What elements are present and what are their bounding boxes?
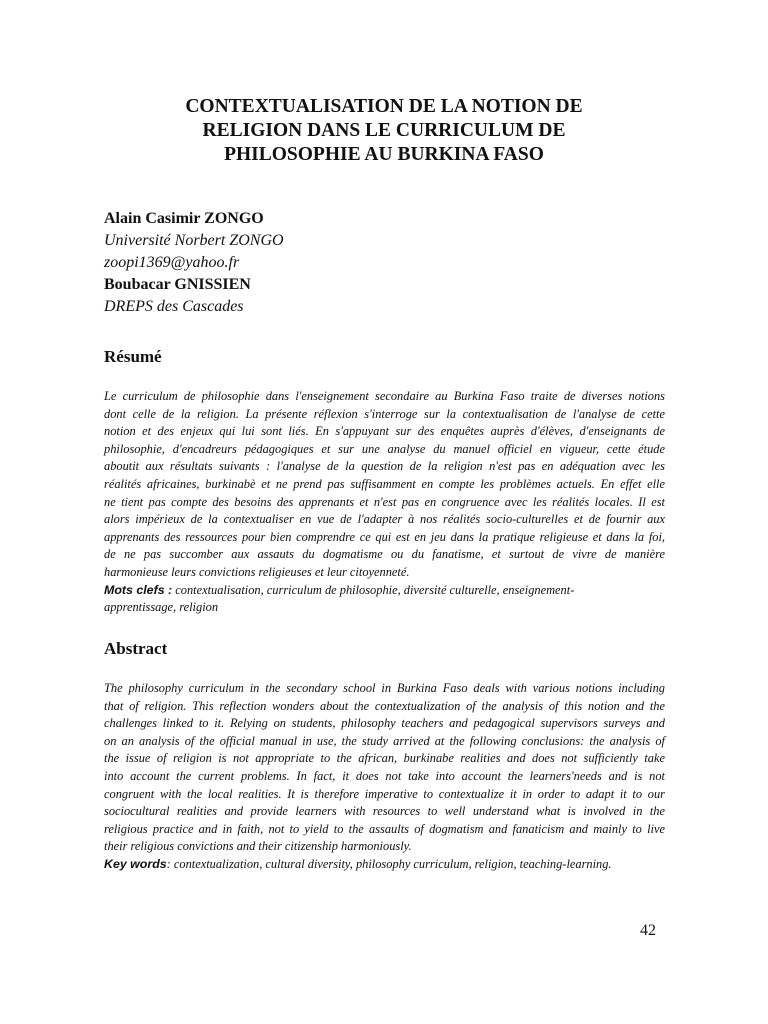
title-line: CONTEXTUALISATION DE LA NOTION DE — [185, 96, 583, 117]
abstract-line: their religious convictions and their citizenship harmoniously. — [104, 839, 412, 854]
resume-keywords-continued: apprentissage, religion — [104, 600, 219, 615]
abstract-keywords — [104, 856, 665, 874]
abstract-line: on an analysis of the official manual in use, the study arrived at the following conclusions: the analysis of — [104, 733, 665, 748]
abstract-line: The philosophy curriculum in the secondary school in Burkina Faso deals with various notions including — [104, 681, 665, 695]
abstract-paragraph — [104, 680, 665, 874]
abstract-keywords-text: : contextualization, cultural diversity, philosophy curriculum, religion, teaching-learning. — [166, 856, 612, 871]
resume-paragraph — [104, 388, 665, 617]
resume-line: Le curriculum de philosophie dans l'enseignement secondaire au Burkina Faso traite de diverses notions — [104, 389, 665, 403]
resume-keywords — [104, 582, 665, 600]
resume-heading: Résumé — [104, 347, 162, 366]
author-name: Alain Casimir ZONGO — [104, 210, 264, 227]
resume-line: aboutit aux résultats suivants : l'analyse de la question de la religion n'est pas en adéquation avec les — [104, 459, 665, 474]
page-number: 42 — [640, 922, 656, 939]
resume-line: de ne pas succomber aux assauts du dogmatisme ou du fanatisme, et surtout de vivre de manière — [104, 547, 665, 562]
abstract-line: religious practice and in faith, not to yield to the assaults of dogmatism and fanaticism and mainly to live — [104, 821, 665, 836]
resume-line: ne tient pas compte des besoins des apprenants et n'est pas en congruence avec les réalités locales. Il est — [104, 494, 665, 509]
abstract-keywords-label: Key words — [104, 856, 167, 871]
resume-line: dont celle de la religion. La présente réflexion s'interroge sur la contextualisation de l'analyse de cette — [104, 406, 665, 421]
authors-block — [104, 208, 284, 318]
resume-line: harmonieuse leurs convictions religieuses et leur citoyenneté. — [104, 564, 410, 579]
author-affiliation: DREPS des Cascades — [104, 298, 244, 315]
resume-line: alors impérieux de la contextualiser en vue de l'adapter à nos réalités socio-culturelles et de fournir aux — [104, 512, 665, 527]
abstract-line: that of religion. This reflection wonders about the contextualization of the analysis of this notion and the — [104, 698, 665, 713]
abstract-line: congruent with the local realities. It is therefore imperative to contextualize it in order to adapt it to our — [104, 786, 665, 801]
resume-keywords-label: Mots clefs : — [104, 582, 173, 597]
author-name: Boubacar GNISSIEN — [104, 276, 251, 293]
article-title — [120, 95, 648, 167]
abstract-line: challenges linked to it. Relying on students, philosophy teachers and pedagogical supervisors surveys and — [104, 716, 665, 731]
author-email: zoopi1369@yahoo.fr — [104, 254, 240, 271]
abstract-line: the issue of religion is not appropriate to the african, burkinabe realities and does not sufficiently take — [104, 751, 665, 766]
title-line: PHILOSOPHIE AU BURKINA FASO — [224, 144, 544, 165]
resume-keywords-text: contextualisation, curriculum de philosophie, diversité culturelle, enseignement- — [172, 582, 575, 597]
resume-line: notion et des enjeux qui lui sont liés. En s'appuyant sur des enquêtes auprès d'élèves, d'enseignants de — [104, 424, 665, 439]
title-line: RELIGION DANS LE CURRICULUM DE — [202, 120, 566, 141]
resume-line: réalités africaines, burkinabè et ne prend pas suffisamment en compte les problèmes actuels. En effet elle — [104, 476, 665, 491]
author-affiliation: Université Norbert ZONGO — [104, 232, 284, 249]
resume-line: philosophie, d'encadreurs pédagogiques et sur une analyse du manuel officiel en vigueur, cette étude — [104, 441, 665, 456]
resume-line: apprenants des ressources pour bien comprendre ce qui est en jeu dans la pratique religieuse et dans la foi, — [104, 529, 665, 544]
abstract-line: into account the current problems. In fact, it does not take into account the learners'needs and is not — [104, 768, 665, 783]
abstract-line: sociocultural realities and provide learners with resources to well understand what is involved in the — [104, 804, 665, 819]
abstract-heading: Abstract — [104, 639, 168, 658]
